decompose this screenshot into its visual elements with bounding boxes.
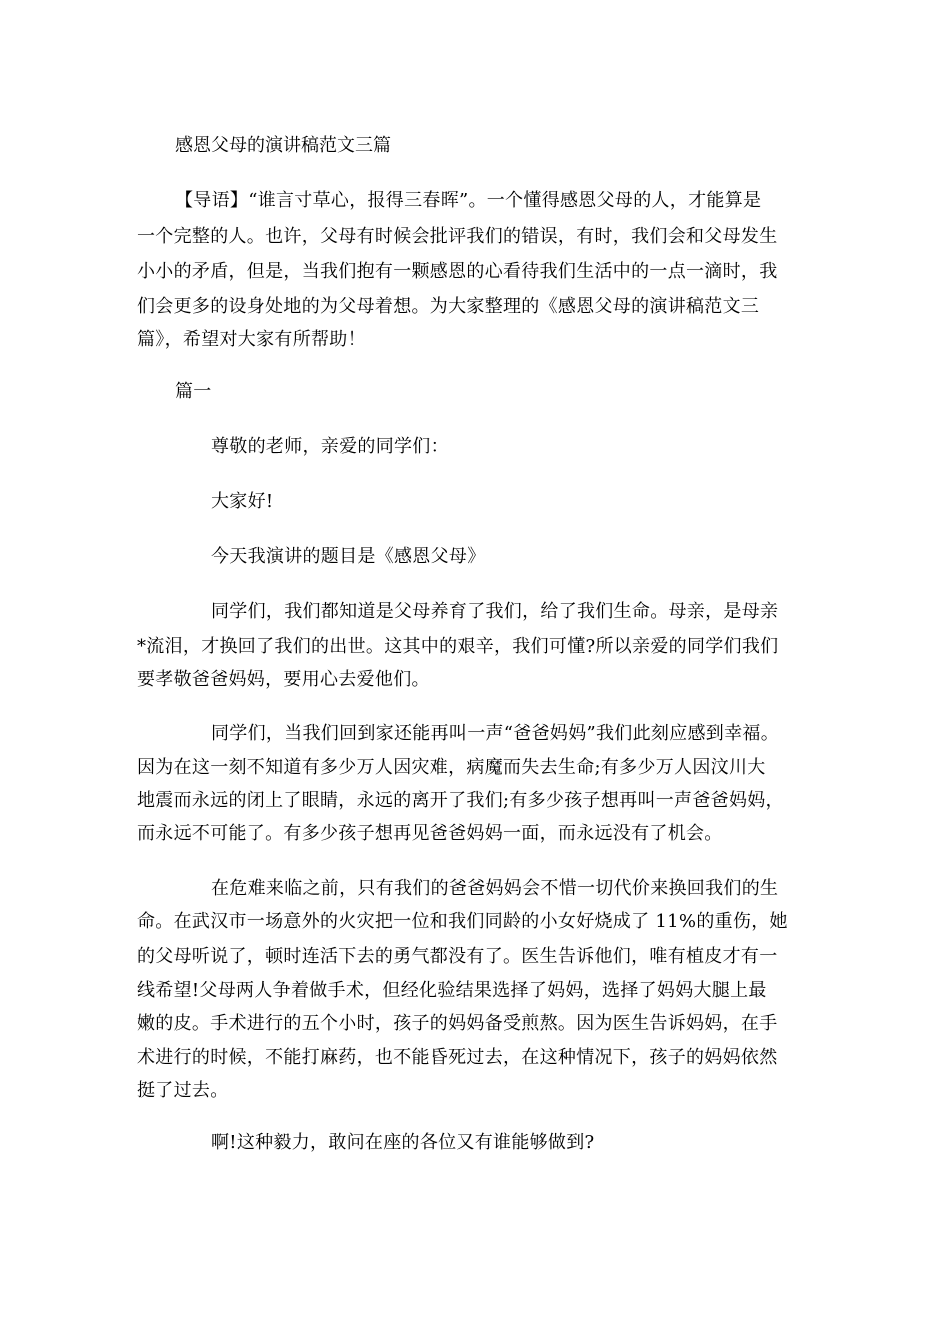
intro-line: 篇》，希望对大家有所帮助！ (137, 329, 366, 350)
paragraph-line: 的父母听说了，顿时连活下去的勇气都没有了。医生告诉他们，唯有植皮才有一 (137, 946, 778, 967)
section-heading: 篇一 (175, 381, 212, 402)
document-title: 感恩父母的演讲稿范文三篇 (175, 135, 391, 156)
intro-line: 们会更多的设身处地的为父母着想。为大家整理的《感恩父母的演讲稿范文三 (137, 296, 760, 317)
paragraph-line: 地震而永远的闭上了眼睛，永远的离开了我们;有多少孩子想再叫一声爸爸妈妈， (137, 790, 784, 811)
paragraph-line: 在危难来临之前，只有我们的爸爸妈妈会不惜一切代价来换回我们的生 (211, 878, 779, 899)
speech-topic: 今天我演讲的题目是《感恩父母》 (211, 546, 486, 567)
paragraph-line: 同学们，我们都知道是父母养育了我们，给了我们生命。母亲，是母亲 (211, 601, 779, 622)
intro-line: 小小的矛盾，但是，当我们抱有一颗感恩的心看待我们生活中的一点一滴时，我 (137, 261, 778, 282)
intro-line: 【导语】“谁言寸草心，报得三春晖”。一个懂得感恩父母的人，才能算是 (175, 190, 762, 211)
paragraph-line: 挺了过去。 (137, 1080, 229, 1101)
paragraph-line: 要孝敬爸爸妈妈，要用心去爱他们。 (137, 669, 430, 690)
hello: 大家好! (211, 491, 274, 512)
paragraph-line: 同学们，当我们回到家还能再叫一声“爸爸妈妈”我们此刻应感到幸福。 (211, 723, 780, 744)
paragraph-line: 术进行的时候，不能打麻药，也不能昏死过去，在这种情况下，孩子的妈妈依然 (137, 1047, 778, 1068)
paragraph-line: 因为在这一刻不知道有多少万人因灾难，病魔而失去生命;有多少万人因汶川大 (137, 757, 766, 778)
intro-line: 一个完整的人。也许，父母有时候会批评我们的错误，有时，我们会和父母发生 (137, 226, 778, 247)
paragraph-line: 嫩的皮。手术进行的五个小时，孩子的妈妈备受煎熬。因为医生告诉妈妈，在手 (137, 1013, 778, 1034)
paragraph-line: 线希望!父母两人争着做手术，但经化验结果选择了妈妈，选择了妈妈大腿上最 (137, 980, 767, 1001)
greeting: 尊敬的老师，亲爱的同学们： (211, 436, 449, 457)
closing-line: 啊!这种毅力，敢问在座的各位又有谁能够做到? (211, 1132, 595, 1153)
paragraph-line: 而永远不可能了。有多少孩子想再见爸爸妈妈一面，而永远没有了机会。 (137, 823, 723, 844)
paragraph-line: *流泪，才换回了我们的出世。这其中的艰辛，我们可懂?所以亲爱的同学们我们 (137, 636, 779, 657)
paragraph-line: 命。在武汉市一场意外的火灾把一位和我们同龄的小女好烧成了 11%的重伤，她 (137, 911, 788, 932)
